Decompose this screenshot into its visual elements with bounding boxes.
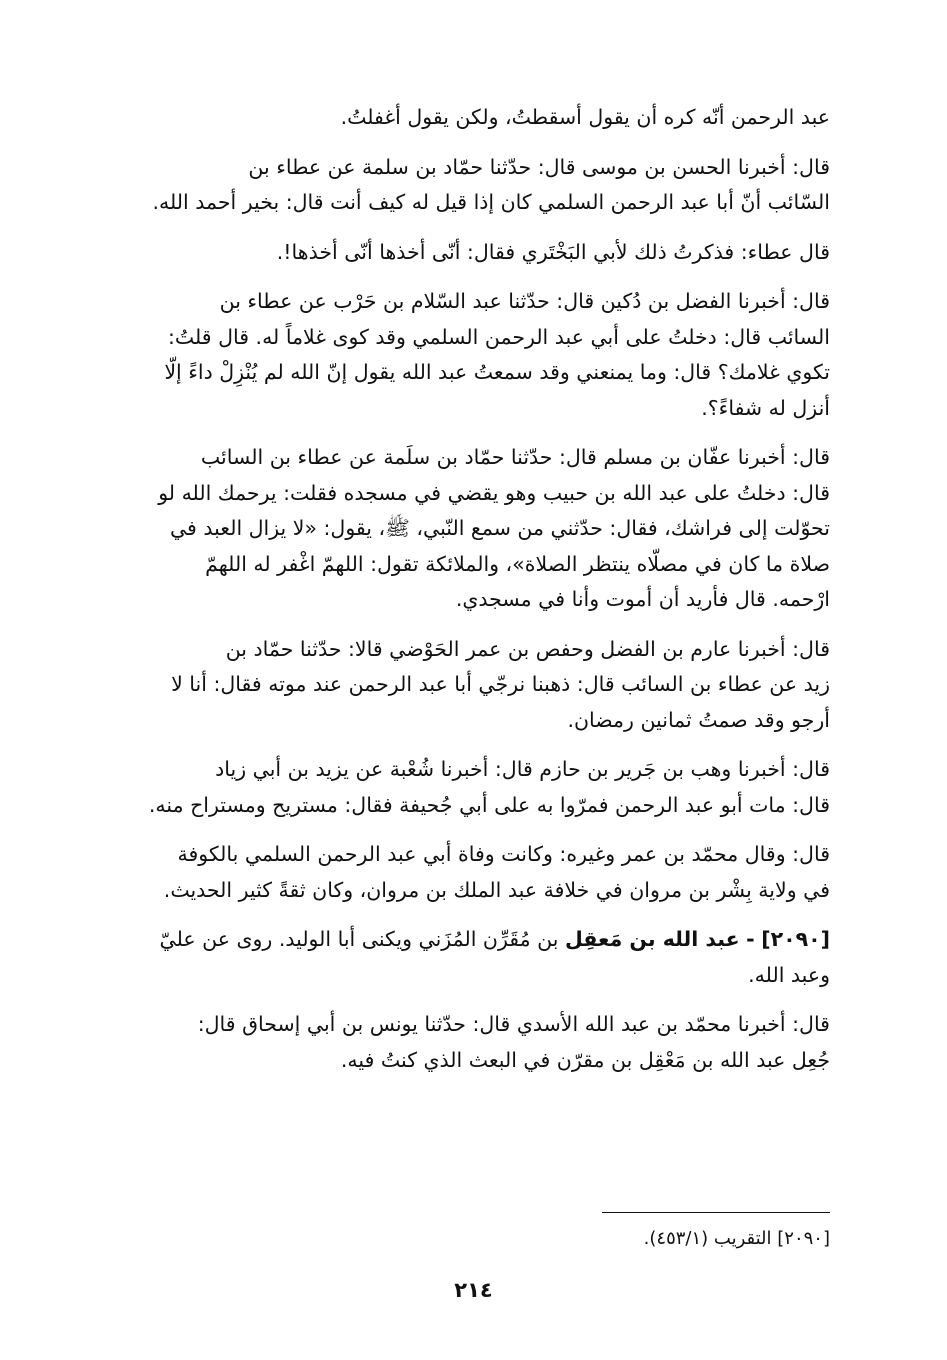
- paragraph-3: [90, 235, 830, 271]
- paragraph-6: [90, 632, 830, 739]
- entry-name: عبد الله بن مَعقِل: [564, 927, 740, 951]
- paragraph-1: [90, 100, 830, 136]
- footnote: [٢٠٩٠] التقريب (٤٥٣/١).: [643, 1228, 830, 1249]
- paragraph-8: [90, 837, 830, 908]
- page-number: ٢١٤: [454, 1278, 493, 1302]
- text-line: قال: أخبرنا وهب بن جَرير بن حازم قال: أخبرنا شُعْبة عن يزيد بن أبي زياد: [215, 757, 830, 781]
- text-line: جُعِل عبد الله بن مَعْقِل بن مقرّن في البعث الذي كنتُ فيه.: [340, 1047, 830, 1072]
- paragraph-7: [90, 752, 830, 823]
- text-line: تحوّلت إلى فراشك، فقال: حدّثني من سمع النّبي، ﷺ، يقول: «لا يزال العبد في: [169, 516, 830, 540]
- entry-number: [٢٠٩٠]: [761, 927, 830, 951]
- text-line: عبد الرحمن أنّه كره أن يقول أسقطتُ، ولكن يقول أغفلتُ.: [340, 105, 830, 129]
- text-line: قال: أخبرنا الفضل بن دُكين قال: حدّثنا عبد السّلام بن حَرْب عن عطاء بن: [219, 289, 830, 313]
- text-line: قال: أخبرنا محمّد بن عبد الله الأسدي قال: حدّثنا يونس بن أبي إسحاق قال:: [197, 1012, 830, 1036]
- footnote-divider: [602, 1212, 830, 1213]
- text-line: أرجو وقد صمتُ ثمانين رمضان.: [567, 707, 830, 732]
- text-line: في ولاية بِشْر بن مروان في خلافة عبد الملك بن مروان، وكان ثقةً كثير الحديث.: [163, 877, 830, 902]
- paragraph-4: [90, 284, 830, 426]
- text-line: وعبد الله.: [748, 962, 830, 987]
- text-line: قال: دخلتُ على عبد الله بن حبيب وهو يقضي في مسجده فقلت: يرحمك الله لو: [158, 480, 830, 505]
- paragraph-5: [90, 440, 830, 618]
- entry-heading-line: [90, 922, 830, 958]
- text-line: قال: أخبرنا عارم بن الفضل وحفص بن عمر الحَوْضي قالا: حدّثنا حمّاد بن: [225, 636, 830, 661]
- text-line: أنزل له شفاءً؟.: [701, 395, 830, 420]
- entry-text: بن مُقَرِّن المُزَني ويكنى أبا الوليد. روى عن عليّ: [159, 927, 559, 951]
- text-line: ارْحمه. قال فأريد أن أموت وأنا في مسجدي.: [455, 587, 830, 611]
- paragraph-last: [90, 1007, 830, 1078]
- text-line: قال: أخبرنا الحسن بن موسى قال: حدّثنا حمّاد بن سلمة عن عطاء بن: [248, 154, 830, 179]
- biography-entry: [90, 922, 830, 993]
- text-line: قال: مات أبو عبد الرحمن فمرّوا به على أبي جُحيفة فقال: مستريح ومستراح منه.: [148, 792, 830, 817]
- text-line: قال: أخبرنا عفّان بن مسلم قال: حدّثنا حمّاد بن سلَمة عن عطاء بن السائب: [200, 445, 830, 469]
- text-line: السائب قال: دخلتُ على أبي عبد الرحمن السلمي وقد كوى غلاماً له. قال قلتُ:: [167, 324, 830, 349]
- text-line: قال: وقال محمّد بن عمر وغيره: وكانت وفاة أبي عبد الرحمن السلمي بالكوفة: [177, 842, 830, 866]
- text-line: قال عطاء: فذكرتُ ذلك لأبي البَخْتَري فقال: أنّى أخذها أنّى أخذها!.: [276, 239, 830, 264]
- text-line: زيد عن عطاء بن السائب قال: ذهبنا نرجّي أبا عبد الرحمن عند موته فقال: أنا لا: [171, 672, 830, 696]
- page-body: [90, 100, 830, 1092]
- paragraph-2: [90, 150, 830, 221]
- text-line: صلاة ما كان في مصلّاه ينتظر الصلاة»، والملائكة تقول: اللهمّ اغْفر له اللهمّ: [205, 551, 830, 576]
- text-line: تكوي غلامك؟ قال: وما يمنعني وقد سمعتُ عبد الله يقول إنّ الله لم يُنْزِلْ داءً إلّا: [164, 360, 830, 384]
- text-line: السّائب أنّ أبا عبد الرحمن السلمي كان إذا قيل له كيف أنت قال: بخير أحمد الله.: [152, 190, 830, 214]
- entry-dash: -: [746, 927, 755, 951]
